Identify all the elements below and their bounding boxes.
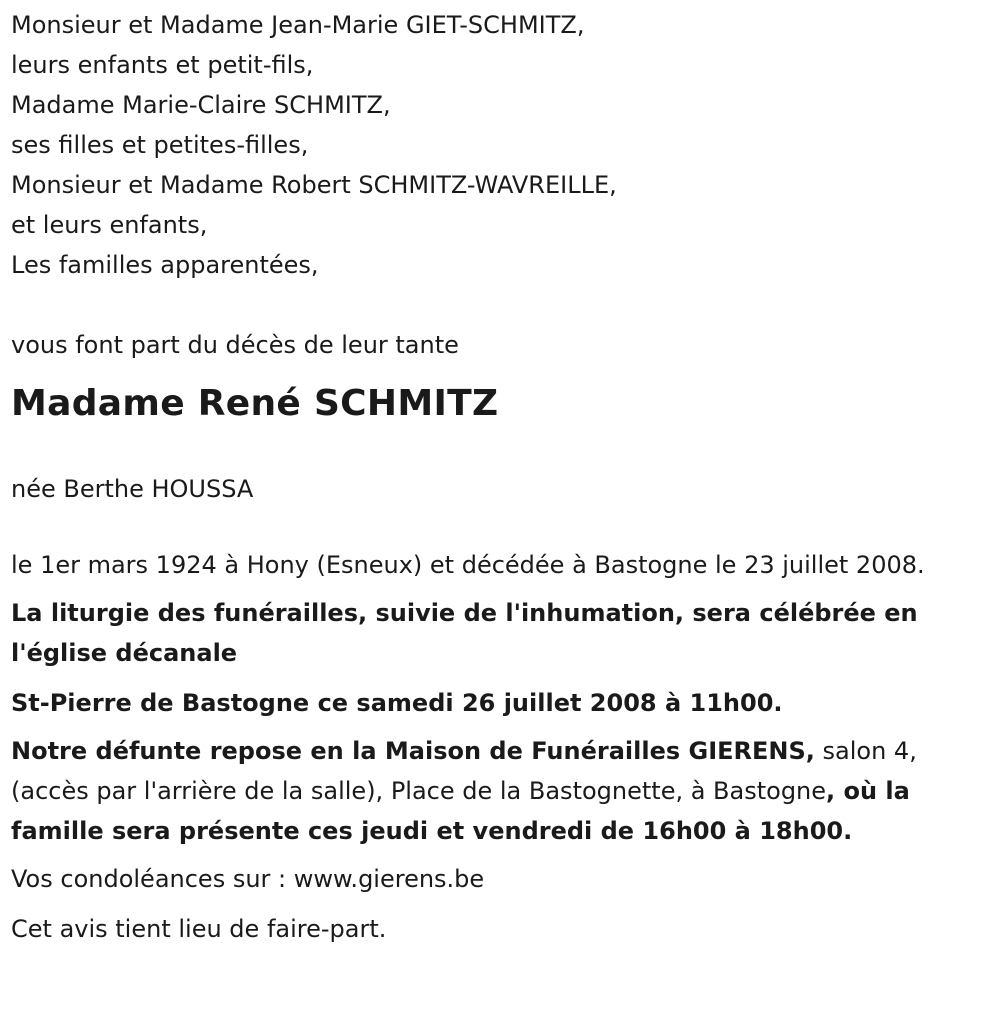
notice-text: Cet avis tient lieu de faire-part. (11, 915, 387, 943)
family-line: Monsieur et Madame Jean-Marie GIET-SCHMITZ, (11, 11, 585, 39)
liturgy-text: La liturgie des funérailles, suivie de l'inhumation, sera célébrée en l'église décanale (11, 599, 918, 667)
spacer (11, 899, 1000, 909)
family-line: Madame Marie-Claire SCHMITZ, (11, 91, 391, 119)
family-line: et leurs enfants, (11, 211, 208, 239)
spacer (11, 509, 1000, 545)
maiden-name: née Berthe HOUSSA (11, 475, 254, 503)
family-line: ses filles et petites-filles, (11, 131, 309, 159)
family-line: leurs enfants et petit-fils, (11, 51, 314, 79)
spacer (11, 585, 1000, 593)
deceased-name: Madame René SCHMITZ (11, 383, 499, 424)
spacer (11, 673, 1000, 683)
condolences-text: Vos condoléances sur : www.gierens.be (11, 865, 485, 893)
life-dates: le 1er mars 1924 à Hony (Esneux) et décédée à Bastogne le 23 juillet 2008. (11, 551, 925, 579)
spacer (11, 426, 1000, 469)
viewing-hours: , où la famille sera présente ces jeudi et vendredi de 16h00 à 18h00. (11, 777, 910, 845)
viewing-text (11, 731, 996, 851)
church-date-text: St-Pierre de Bastogne ce samedi 26 juillet 2008 à 11h00. (11, 689, 783, 717)
viewing-address: salon 4, (accès par l'arrière de la salle), Place de la Bastognette, à Bastogne (11, 737, 917, 805)
announcement-text: vous font part du décès de leur tante (11, 331, 459, 359)
spacer (11, 723, 1000, 731)
spacer (11, 285, 1000, 325)
spacer (11, 851, 1000, 859)
family-line: Les familles apparentées, (11, 251, 319, 279)
family-line: Monsieur et Madame Robert SCHMITZ-WAVREILLE, (11, 171, 617, 199)
viewing-location: Notre défunte repose en la Maison de Funérailles GIERENS, (11, 737, 815, 765)
